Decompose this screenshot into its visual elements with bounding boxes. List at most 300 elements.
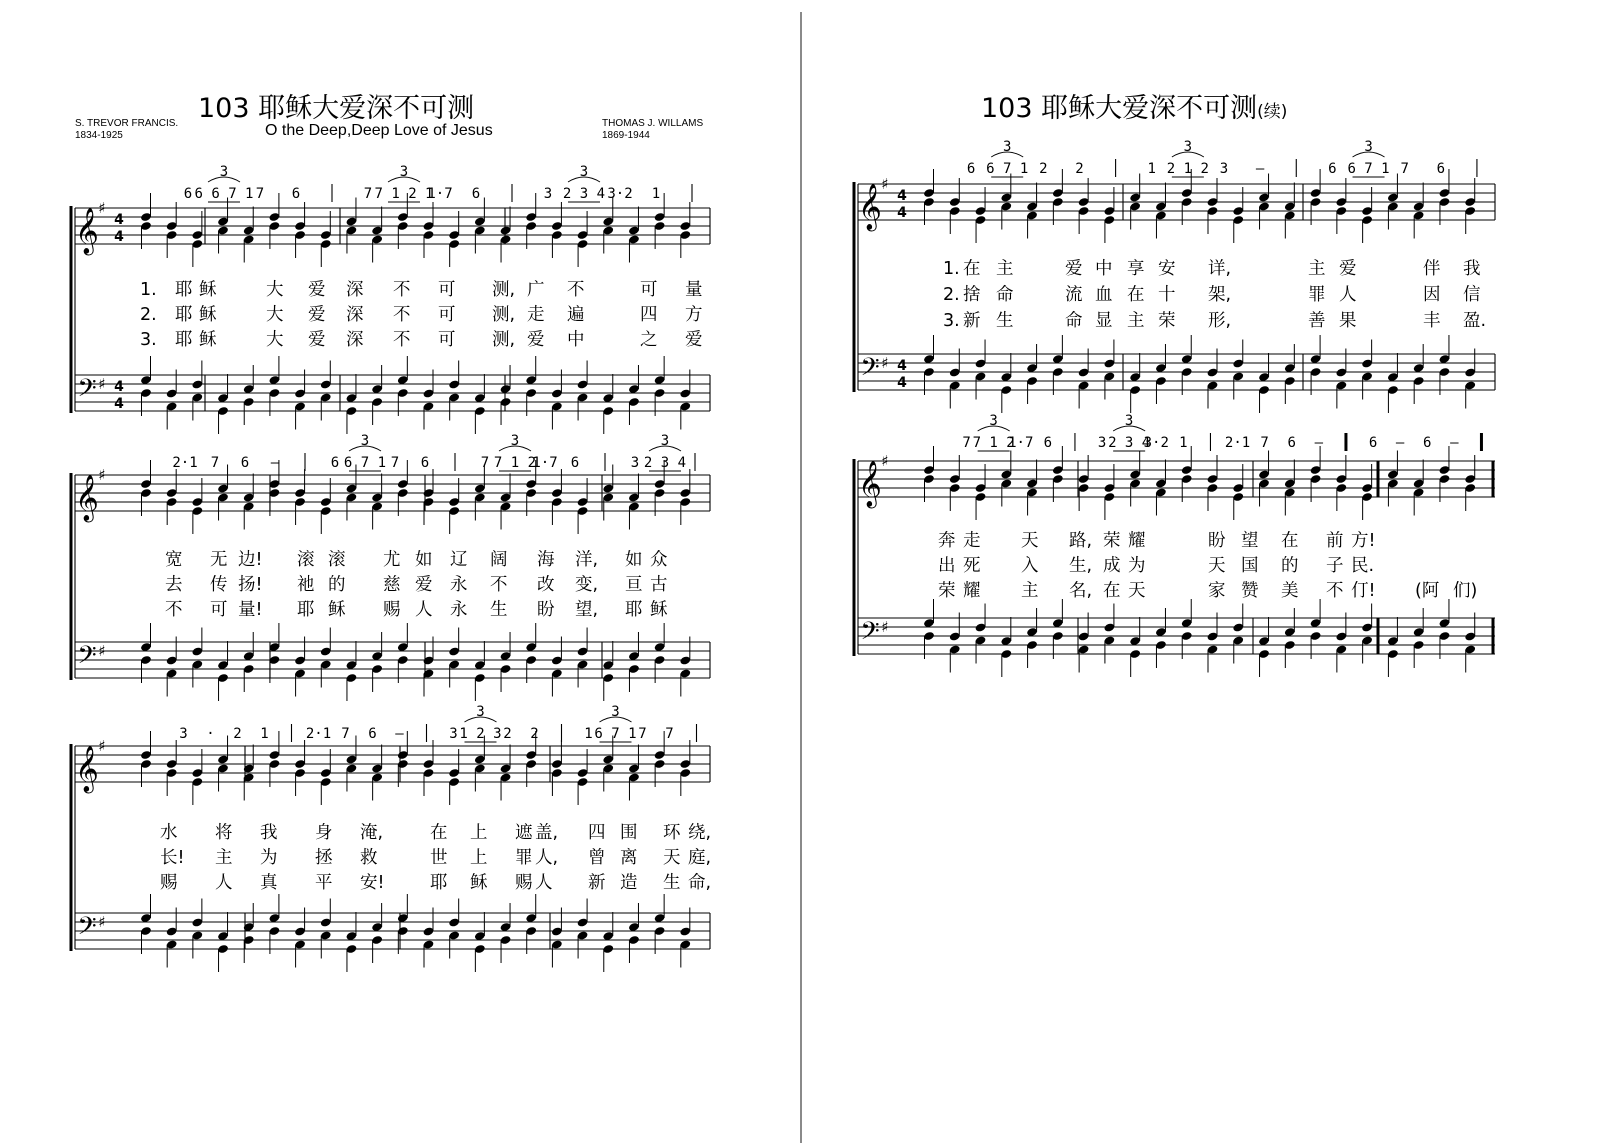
lyric-syllable: 如 (415, 550, 433, 570)
jianpu-note: 1 (1147, 161, 1156, 177)
lyric-syllable: 生 (996, 311, 1014, 331)
lyric-syllable: 在 (1281, 531, 1299, 551)
lyric-syllable: 绕, (688, 823, 712, 843)
lyric-syllable: 罪 (1308, 285, 1326, 305)
jianpu-note: 2·1 (1224, 435, 1251, 451)
tuplet-mark: 3 (579, 164, 589, 180)
jianpu-note: 6 (240, 455, 250, 471)
lyric-syllable: 捨 (963, 285, 981, 305)
lyric-syllable: 方! (1351, 531, 1376, 551)
jianpu-note: 3 (543, 186, 553, 202)
lyric-syllable: 测, (492, 280, 516, 300)
lyric-syllable: 四 (640, 305, 658, 325)
lyric-syllable: 为 (260, 848, 278, 868)
lyric-syllable: 我 (1463, 259, 1481, 279)
lyric-syllable: 传 (210, 575, 228, 595)
lyric-syllable: 边! (238, 550, 263, 570)
jianpu-note: 1 (584, 726, 593, 742)
lyric-syllable: 天 (1128, 581, 1146, 601)
jianpu-note: 6 (570, 455, 580, 471)
lyric-syllable: 耶 (175, 330, 193, 350)
hymn-title-continued (981, 86, 1287, 125)
lyric-syllable: 拯 (315, 848, 333, 868)
lyric-syllable: 测, (492, 305, 516, 325)
jianpu-note: 7 (255, 186, 265, 202)
lyric-syllable: 造 (620, 873, 638, 893)
lyric-syllable: 耶 (625, 600, 643, 620)
lyric-syllable: 之 (640, 330, 658, 350)
tuplet-mark: 3 (1002, 139, 1012, 155)
lyric-syllable: 耀 (963, 581, 981, 601)
key-sharp-icon: ♯ (98, 913, 106, 931)
lyric-syllable: 主 (1127, 311, 1145, 331)
time-signature-bottom: 4 (897, 375, 907, 391)
jianpu-note: 2 (1075, 161, 1084, 177)
hymn-number: 103 (981, 93, 1033, 124)
lyric-syllable: 耶 (430, 873, 448, 893)
lyric-syllable: 出 (938, 556, 956, 576)
bass-clef-icon: 𝄢 (77, 912, 97, 947)
lyric-syllable: 大 (266, 330, 284, 350)
lyric-syllable: 庭, (688, 848, 712, 868)
lyric-syllable: 因 (1423, 285, 1441, 305)
lyric-syllable: 国 (1241, 556, 1259, 576)
lyric-syllable: 真 (260, 873, 278, 893)
lyric-syllable: 方 (685, 305, 703, 325)
lyric-syllable: 安 (1158, 259, 1176, 279)
lyric-syllable: 盼 (1208, 531, 1226, 551)
jianpu-note: 6 (1043, 435, 1053, 451)
lyric-syllable: 走 (527, 305, 545, 325)
lyric-syllable: 命, (688, 873, 712, 893)
tuplet-mark: 3 (219, 164, 229, 180)
composer-years: 1869-1944 (602, 130, 650, 141)
score-system-4 (803, 140, 1600, 420)
lyric-syllable: 爱 (685, 330, 703, 350)
lyric-syllable: 救 (360, 848, 378, 868)
time-signature-top: 4 (897, 358, 907, 374)
jianpu-note: 7 1 2 (972, 435, 1015, 451)
lyric-syllable: 不 (393, 280, 411, 300)
key-sharp-icon: ♯ (881, 618, 889, 636)
lyric-syllable: 子 (1326, 556, 1344, 576)
treble-clef-icon: 𝄞 (858, 461, 882, 507)
lyric-syllable: 环 (663, 823, 681, 843)
lyric-syllable: 新 (588, 873, 606, 893)
lyricist-credit (75, 118, 178, 142)
lyric-syllable: 赞 (1241, 581, 1259, 601)
lyric-syllable: 稣 (328, 600, 346, 620)
jianpu-note: 1·7 (427, 186, 453, 202)
tuplet-mark: 3 (510, 433, 520, 449)
jianpu-note: 1 2 3 (459, 726, 502, 742)
jianpu-note: — (1255, 161, 1265, 177)
key-sharp-icon: ♯ (98, 737, 106, 755)
lyric-syllable: 命 (1065, 311, 1083, 331)
jianpu-note: 2 3 4 (1108, 435, 1151, 451)
lyric-syllable: 盖, (535, 823, 559, 843)
jianpu-note: — (1450, 435, 1459, 451)
lyric-syllable: 天 (1208, 556, 1226, 576)
lyric-syllable: 广 (527, 280, 545, 300)
lyric-syllable: 爱 (308, 305, 326, 325)
jianpu-note: 3 (179, 726, 188, 742)
lyric-syllable: 我 (260, 823, 278, 843)
jianpu-note: 3 (1219, 161, 1229, 177)
lyric-syllable: 可 (438, 305, 456, 325)
jianpu-note: 6 6 7 1 (194, 186, 254, 202)
hymn-title-zh: 耶稣大爱深不可测 (1041, 93, 1258, 124)
lyric-syllable: 赐 (383, 600, 401, 620)
lyric-syllable: 走 (963, 531, 981, 551)
lyricist-years: 1834-1925 (75, 130, 123, 141)
lyric-syllable: 宽 (165, 550, 183, 570)
key-sharp-icon: ♯ (98, 199, 106, 217)
bass-clef-icon: 𝄢 (860, 617, 880, 652)
lyric-syllable: 在 (963, 259, 981, 279)
jianpu-note: 7 (341, 726, 350, 742)
lyric-syllable: 人 (535, 873, 553, 893)
lyric-syllable: 众 (650, 550, 668, 570)
jianpu-note: 7 (1400, 161, 1409, 177)
lyric-syllable: 果 (1339, 311, 1357, 331)
lyric-syllable: 2. (140, 305, 157, 325)
lyric-syllable: 仃! (1351, 581, 1376, 601)
lyric-syllable: 十 (1158, 285, 1176, 305)
key-sharp-icon: ♯ (881, 354, 889, 372)
lyric-syllable: 流 (1065, 285, 1083, 305)
lyric-syllable: 永 (450, 600, 468, 620)
jianpu-note: 6 (420, 455, 430, 471)
lyric-syllable: 的 (1281, 556, 1299, 576)
key-sharp-icon: ♯ (881, 175, 889, 193)
lyric-syllable: 天 (1021, 531, 1039, 551)
lyric-syllable: 离 (620, 848, 638, 868)
lyric-syllable: 世 (430, 848, 448, 868)
lyric-syllable: 爱 (1065, 259, 1083, 279)
lyric-syllable: 爱 (527, 330, 545, 350)
lyric-syllable: 耀 (1128, 531, 1146, 551)
lyric-syllable: 淹, (360, 823, 384, 843)
lyric-syllable: 上 (470, 823, 488, 843)
tuplet-mark: 3 (1124, 413, 1134, 429)
lyric-syllable: 荣 (938, 581, 956, 601)
jianpu-note: 6 (1328, 161, 1337, 177)
jianpu-note: 6 7 1 (986, 161, 1029, 177)
lyric-syllable: 天 (663, 848, 681, 868)
lyric-syllable: 望 (1241, 531, 1259, 551)
lyric-syllable: 上 (470, 848, 488, 868)
lyric-syllable: 扬! (238, 575, 263, 595)
lyric-syllable: 爱 (1339, 259, 1357, 279)
lyric-syllable: 主 (1021, 581, 1039, 601)
lyric-syllable: 命 (996, 285, 1014, 305)
jianpu-note: 6 (1368, 435, 1378, 451)
lyric-syllable: 在 (1103, 581, 1121, 601)
lyric-syllable: 洋, (575, 550, 599, 570)
jianpu-note: 1 (1179, 435, 1188, 451)
lyric-syllable: 稣 (199, 280, 217, 300)
lyric-syllable: 人 (415, 600, 433, 620)
lyric-syllable: 海 (537, 550, 555, 570)
lyric-syllable: 荣 (1158, 311, 1176, 331)
jianpu-note: 3·2 (607, 186, 633, 202)
jianpu-note: 1 (651, 186, 661, 202)
jianpu-note: 2 (1039, 161, 1048, 177)
lyric-syllable: 耶 (175, 305, 193, 325)
lyric-syllable: 祂 (297, 575, 315, 595)
jianpu-note: 7 (962, 435, 971, 451)
treble-clef-icon: 𝄞 (75, 746, 99, 792)
jianpu-note: 6 (1287, 435, 1296, 451)
lyric-syllable: 安! (360, 873, 385, 893)
jianpu-note: 2 3 4 (643, 455, 687, 471)
jianpu-note: 6 (1423, 435, 1432, 451)
jianpu-note: 7 (480, 455, 490, 471)
lyric-syllable: 滚 (328, 550, 346, 570)
lyric-syllable: 阔 (490, 550, 508, 570)
lyric-syllable: 可 (210, 600, 228, 620)
tuplet-mark: 3 (989, 413, 998, 429)
lyric-syllable: 中 (1095, 259, 1113, 279)
time-signature-bottom: 4 (114, 396, 124, 412)
lyric-syllable: 量 (685, 280, 703, 300)
lyric-syllable: 的 (328, 575, 346, 595)
key-sharp-icon: ♯ (98, 375, 106, 393)
jianpu-note: — (270, 455, 280, 471)
lyric-syllable: 路, (1069, 531, 1093, 551)
jianpu-note: 3 (1097, 435, 1107, 451)
jianpu-note: 2 (503, 726, 512, 742)
lyric-syllable: 详, (1208, 259, 1232, 279)
lyric-syllable: 水 (160, 823, 178, 843)
lyric-syllable: 盈. (1463, 311, 1487, 331)
lyric-syllable: 永 (450, 575, 468, 595)
lyric-syllable: 将 (215, 823, 233, 843)
lyric-syllable: 形, (1208, 311, 1232, 331)
lyric-syllable: 不 (393, 305, 411, 325)
jianpu-note: 7 (1260, 435, 1269, 451)
lyric-syllable: 人 (215, 873, 233, 893)
score-system-1 (0, 150, 800, 430)
lyric-syllable: 主 (996, 259, 1014, 279)
lyric-syllable: 1. (140, 280, 157, 300)
lyric-syllable: 3. (943, 311, 960, 331)
lyric-syllable: 们) (1453, 581, 1478, 601)
right-page (803, 0, 1600, 1143)
lyric-syllable: 去 (165, 575, 183, 595)
lyric-syllable: 长! (160, 848, 185, 868)
jianpu-note: — (395, 726, 404, 742)
lyric-syllable: 1. (943, 259, 960, 279)
page-divider (800, 12, 802, 1143)
lyric-syllable: 奔 (938, 531, 956, 551)
lyric-syllable: 深 (346, 305, 364, 325)
score-system-3 (0, 700, 800, 980)
lyric-syllable: 可 (438, 280, 456, 300)
time-signature-top: 4 (114, 212, 124, 228)
lyric-syllable: 不 (490, 575, 508, 595)
lyric-syllable: 四 (588, 823, 606, 843)
lyric-syllable: 如 (625, 550, 643, 570)
bass-clef-icon: 𝄢 (77, 641, 97, 676)
jianpu-note: 6 (966, 161, 976, 177)
lyric-syllable: 人, (535, 848, 559, 868)
lyric-syllable: 稣 (470, 873, 488, 893)
lyric-syllable: 死 (963, 556, 981, 576)
jianpu-note: 1 (260, 726, 269, 742)
treble-clef-icon: 𝄞 (858, 184, 882, 230)
tuplet-mark: 3 (660, 433, 670, 449)
lyric-syllable: 为 (1128, 556, 1146, 576)
jianpu-note: — (1314, 435, 1324, 451)
jianpu-note: 7 (638, 726, 647, 742)
lyric-syllable: 亘 (625, 575, 643, 595)
lyric-syllable: 稣 (199, 330, 217, 350)
lyric-syllable: 遍 (567, 305, 585, 325)
lyric-syllable: 稣 (650, 600, 668, 620)
lyric-syllable: 量! (238, 600, 263, 620)
score-system-2 (0, 430, 800, 710)
lyric-syllable: 曾 (588, 848, 606, 868)
lyric-syllable: 耶 (297, 600, 315, 620)
jianpu-note: · (206, 726, 215, 742)
jianpu-note: 6 (291, 186, 301, 202)
time-signature-bottom: 4 (114, 229, 124, 245)
lyric-syllable: 名, (1069, 581, 1093, 601)
composer-credit (602, 118, 703, 142)
lyric-syllable: 家 (1208, 581, 1226, 601)
lyric-syllable: 荣 (1103, 531, 1121, 551)
lyric-syllable: 丰 (1423, 311, 1441, 331)
lyric-syllable: 古 (650, 575, 668, 595)
lyric-syllable: (阿 (1415, 581, 1440, 601)
lyric-syllable: 享 (1127, 259, 1145, 279)
lyric-syllable: 入 (1021, 556, 1039, 576)
lyric-syllable: 3. (140, 330, 157, 350)
tuplet-mark: 3 (1183, 139, 1193, 155)
time-signature-bottom: 4 (897, 205, 907, 221)
jianpu-note: 6 7 1 (343, 455, 387, 471)
lyric-syllable: 爱 (308, 280, 326, 300)
jianpu-note: 2·1 (305, 726, 332, 742)
lyric-syllable: 辽 (450, 550, 468, 570)
jianpu-note: 3 (449, 726, 458, 742)
lyric-syllable: 深 (346, 330, 364, 350)
jianpu-note: 7 (363, 186, 373, 202)
continued-suffix: (续) (1257, 102, 1288, 122)
hymn-number: 103 (198, 93, 250, 124)
jianpu-note: 2 (530, 726, 539, 742)
lyricist-name: S. TREVOR FRANCIS. (75, 118, 179, 129)
lyric-syllable: 罪 (515, 848, 533, 868)
lyric-syllable: 血 (1095, 285, 1113, 305)
lyric-syllable: 美 (1281, 581, 1299, 601)
lyric-syllable: 不 (393, 330, 411, 350)
bass-clef-icon: 𝄢 (860, 353, 880, 388)
lyric-syllable: 显 (1095, 311, 1113, 331)
lyric-syllable: 身 (315, 823, 333, 843)
lyric-syllable: 爱 (415, 575, 433, 595)
lyric-syllable: 盼 (537, 600, 555, 620)
treble-clef-icon: 𝄞 (75, 475, 99, 521)
jianpu-note: 6 (471, 186, 481, 202)
lyric-syllable: 稣 (199, 305, 217, 325)
jianpu-note: 7 1 2 (493, 455, 537, 471)
lyric-syllable: 望, (575, 600, 599, 620)
lyric-syllable: 前 (1326, 531, 1344, 551)
time-signature-top: 4 (897, 188, 907, 204)
lyric-syllable: 主 (215, 848, 233, 868)
jianpu-note: — (1395, 435, 1405, 451)
lyric-syllable: 可 (640, 280, 658, 300)
bass-clef-icon: 𝄢 (77, 374, 97, 409)
jianpu-note: 7 (210, 455, 220, 471)
jianpu-note: 6 7 1 (594, 726, 637, 742)
jianpu-note: 7 (390, 455, 400, 471)
score-system-5 (803, 413, 1600, 700)
lyric-syllable: 不 (567, 280, 585, 300)
lyric-syllable: 中 (567, 330, 585, 350)
jianpu-note: 2·1 (172, 455, 198, 471)
lyric-syllable: 在 (1127, 285, 1145, 305)
jianpu-note: 7 (665, 726, 674, 742)
key-sharp-icon: ♯ (98, 642, 106, 660)
lyric-syllable: 不 (1326, 581, 1344, 601)
composer-name: THOMAS J. WILLAMS (602, 118, 704, 129)
lyric-syllable: 可 (438, 330, 456, 350)
lyric-syllable: 架, (1208, 285, 1232, 305)
jianpu-note: 3 (630, 455, 640, 471)
time-signature-top: 4 (114, 379, 124, 395)
lyric-syllable: 生 (663, 873, 681, 893)
hymn-title (198, 86, 474, 125)
lyric-syllable: 大 (266, 305, 284, 325)
jianpu-note: 6 (368, 726, 377, 742)
lyric-syllable: 新 (963, 311, 981, 331)
lyric-syllable: 生, (1069, 556, 1093, 576)
lyric-syllable: 深 (346, 280, 364, 300)
key-sharp-icon: ♯ (881, 452, 889, 470)
jianpu-note: 6 (183, 186, 193, 202)
lyric-syllable: 在 (430, 823, 448, 843)
tuplet-mark: 3 (476, 704, 485, 720)
jianpu-note: 6 (330, 455, 340, 471)
treble-clef-icon: 𝄞 (75, 208, 99, 254)
lyric-syllable: 慈 (383, 575, 401, 595)
lyric-syllable: 成 (1103, 556, 1121, 576)
lyric-syllable: 大 (266, 280, 284, 300)
lyric-syllable: 信 (1463, 285, 1481, 305)
lyric-syllable: 无 (210, 550, 228, 570)
jianpu-note: 6 7 1 (1347, 161, 1390, 177)
lyric-syllable: 民. (1351, 556, 1375, 576)
key-sharp-icon: ♯ (98, 466, 106, 484)
lyric-syllable: 不 (165, 600, 183, 620)
lyric-syllable: 2. (943, 285, 960, 305)
lyric-syllable: 人 (1339, 285, 1357, 305)
lyric-syllable: 遮 (515, 823, 533, 843)
jianpu-note: 2 1 2 (1166, 161, 1209, 177)
lyric-syllable: 平 (315, 873, 333, 893)
lyric-syllable: 尤 (383, 550, 401, 570)
lyric-syllable: 耶 (175, 280, 193, 300)
tuplet-mark: 3 (399, 164, 409, 180)
lyric-syllable: 赐 (515, 873, 533, 893)
jianpu-note: 3·2 (1143, 435, 1169, 451)
tuplet-mark: 3 (360, 433, 370, 449)
jianpu-note: 2 3 4 (562, 186, 606, 202)
